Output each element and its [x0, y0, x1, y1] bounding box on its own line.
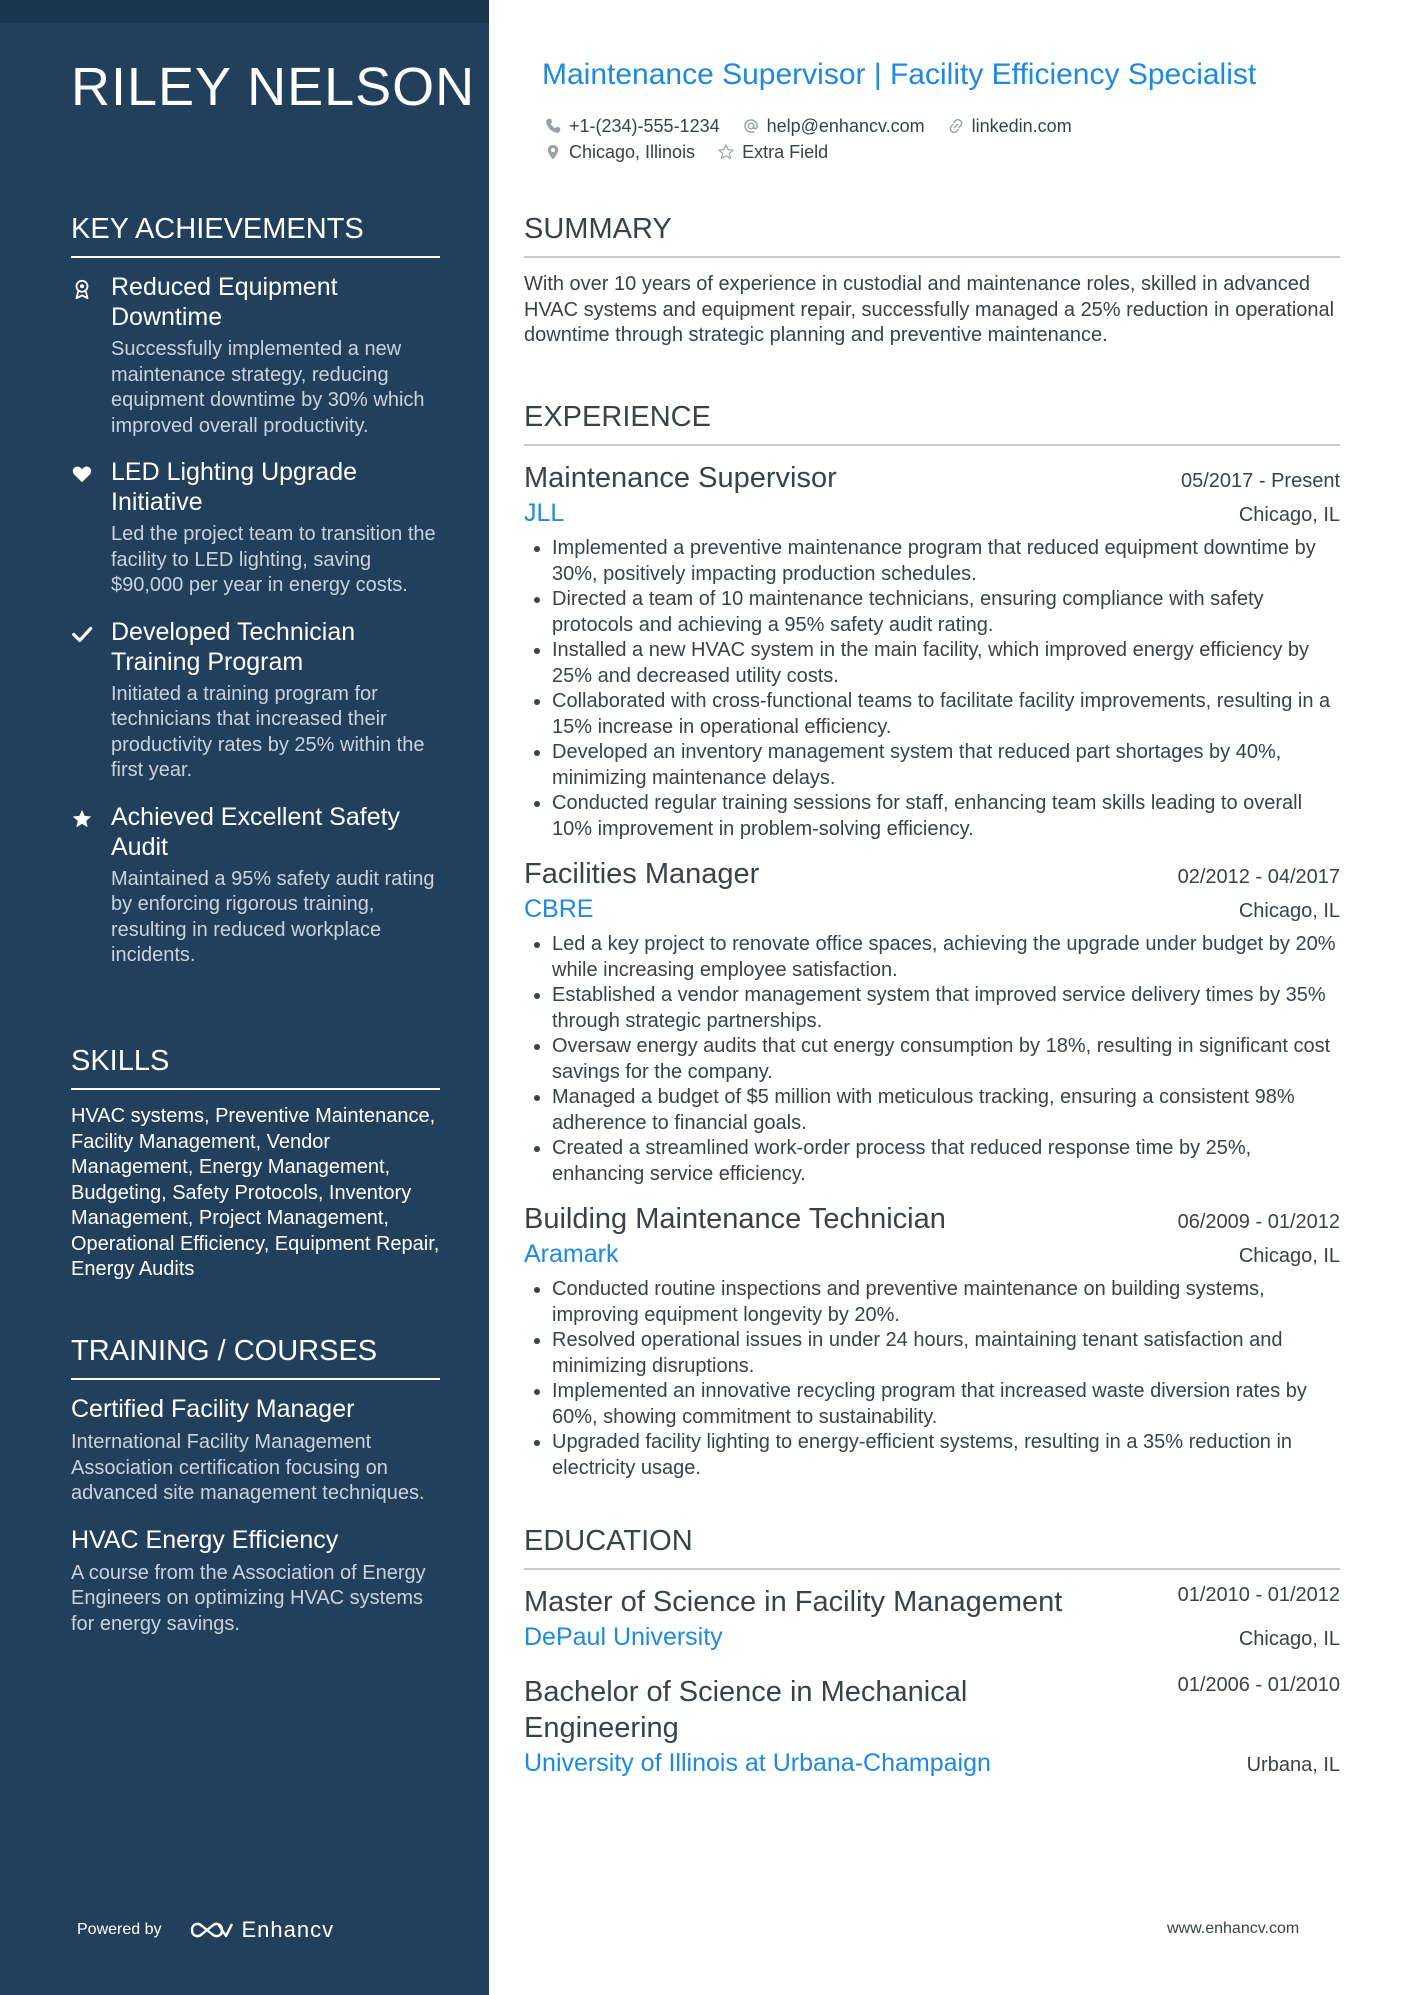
job-bullet: • Implemented a preventive maintenance program that reduced equipment downtime by 30%, positively impacting production schedules.	[552, 536, 1340, 587]
job-company: CBRE	[524, 895, 594, 923]
job-location: Chicago, IL	[1238, 1245, 1340, 1267]
at-icon	[742, 117, 760, 135]
job-title: Facilities Manager	[524, 858, 760, 890]
star-icon	[71, 802, 111, 969]
job-bullet: • Upgraded facility lighting to energy-efficient systems, resulting in a 35% reduction in electricity usage.	[552, 1430, 1340, 1481]
footer-url[interactable]: www.enhancv.com	[1167, 1920, 1300, 1937]
education-degree: Bachelor of Science in Mechanical Engineering	[524, 1676, 968, 1744]
achievement-description: Led the project team to transition the facility to LED lighting, saving $90,000 per year in energy costs.	[111, 523, 436, 596]
award-icon	[71, 272, 111, 439]
job-dates: 05/2017 - Present	[1181, 470, 1340, 492]
job-bullet: • Resolved operational issues in under 24 hours, maintaining tenant satisfaction and minimizing disruptions.	[552, 1328, 1340, 1379]
skills-list: HVAC systems, Preventive Maintenance, Facility Management, Vendor Management, Energy Management, Budgeting, Safety Protocols, Inventory Management, Project Management, Operational Efficiency, Equipment Repair, Energy Audits	[71, 1105, 440, 1280]
check-icon	[71, 617, 111, 784]
course-title: HVAC Energy Efficiency	[71, 1525, 339, 1554]
key-achievements-heading: KEY ACHIEVEMENTS	[71, 213, 440, 258]
achievement-title: Achieved Excellent Safety Audit	[111, 802, 401, 861]
course-item	[71, 1394, 440, 1507]
job-bullet: • Managed a budget of $5 million with meticulous tracking, ensuring a consistent 98% adherence to financial goals.	[552, 1085, 1340, 1136]
job-bullet: • Led a key project to renovate office spaces, achieving the upgrade under budget by 20% while increasing employee satisfaction.	[552, 932, 1340, 983]
job-bullet: • Conducted regular training sessions for staff, enhancing team skills leading to overall 10% improvement in problem-solving efficiency.	[552, 791, 1340, 842]
job-company: JLL	[524, 499, 565, 527]
job-bullet: • Oversaw energy audits that cut energy consumption by 18%, resulting in significant cost savings for the company.	[552, 1034, 1340, 1085]
job-bullet: • Installed a new HVAC system in the main facility, which improved energy efficiency by 25% and decreased utility costs.	[552, 638, 1340, 689]
key-achievements-section	[71, 213, 440, 987]
education-school: DePaul University	[524, 1623, 723, 1651]
job-entry	[524, 1201, 1340, 1481]
achievement-description: Initiated a training program for technicians that increased their productivity rates by 25% within the first year.	[111, 682, 425, 781]
achievement-description: Successfully implemented a new maintenance strategy, reducing equipment downtime by 30% which improved overall productivity.	[111, 338, 425, 437]
training-section	[71, 1335, 440, 1655]
job-bullets	[524, 1277, 1340, 1481]
education-entry	[524, 1674, 1340, 1780]
achievement-item	[71, 802, 440, 969]
heart-icon	[71, 457, 111, 599]
job-entry	[524, 460, 1340, 842]
job-entry	[524, 856, 1340, 1187]
phone-text: +1-(234)-555-1234	[569, 116, 720, 136]
course-description: A course from the Association of Energy Engineers on optimizing HVAC systems for energy savings.	[71, 1561, 426, 1635]
job-title: Maintenance Supervisor	[524, 462, 837, 494]
achievement-title: Reduced Equipment Downtime	[111, 273, 338, 331]
contact-info	[544, 113, 1304, 165]
email-text: help@enhancv.com	[766, 116, 925, 136]
job-bullet: • Collaborated with cross-functional teams to facilitate facility improvements, resulting in a 15% increase in operational efficiency.	[552, 689, 1340, 740]
enhancv-logo-icon	[188, 1918, 234, 1942]
achievement-description: Maintained a 95% safety audit rating by enforcing rigorous training, resulting in reduced workplace incidents.	[111, 867, 435, 966]
location-pin-icon	[544, 143, 562, 161]
education-heading: EDUCATION	[524, 1525, 1340, 1570]
experience-section	[524, 401, 1340, 1495]
contact-email[interactable]	[742, 113, 925, 139]
location-text: Chicago, Illinois	[569, 142, 696, 162]
course-item	[71, 1525, 440, 1638]
summary-heading: SUMMARY	[524, 213, 1340, 258]
achievement-item	[71, 457, 440, 599]
job-location: Chicago, IL	[1238, 900, 1340, 922]
achievement-item	[71, 617, 440, 784]
achievement-item	[71, 272, 440, 439]
training-heading: TRAINING / COURSES	[71, 1335, 440, 1380]
job-bullet: • Established a vendor management system that improved service delivery times by 35% through strategic partnerships.	[552, 983, 1340, 1034]
contact-location	[544, 139, 695, 165]
education-location: Urbana, IL	[1246, 1754, 1340, 1776]
education-dates: 01/2006 - 01/2010	[1177, 1674, 1340, 1696]
summary-text: With over 10 years of experience in custodial and maintenance roles, skilled in advanced HVAC systems and equipment repair, successfully managed a 25% reduction in operational downtime through strategic planning and preventive maintenance.	[524, 273, 1335, 346]
education-location: Chicago, IL	[1238, 1628, 1340, 1650]
contact-extra-field	[717, 139, 828, 165]
powered-by	[77, 1917, 334, 1943]
skills-heading: SKILLS	[71, 1045, 440, 1090]
education-section	[524, 1525, 1340, 1800]
job-bullets	[524, 536, 1340, 842]
job-dates: 06/2009 - 01/2012	[1177, 1211, 1340, 1233]
contact-phone[interactable]	[544, 113, 720, 139]
sidebar-top-strip	[0, 0, 489, 23]
job-bullet: • Directed a team of 10 maintenance technicians, ensuring compliance with safety protocols and achieving a 95% safety audit rating.	[552, 587, 1340, 638]
candidate-name: RILEY NELSON	[71, 57, 476, 117]
job-bullet: • Created a streamlined work-order process that reduced response time by 25%, enhancing service efficiency.	[552, 1136, 1340, 1187]
powered-by-label: Powered by	[77, 1921, 162, 1938]
star-outline-icon	[717, 143, 735, 161]
education-entry	[524, 1584, 1340, 1654]
job-bullet: • Implemented an innovative recycling program that increased waste diversion rates by 60%, showing commitment to sustainability.	[552, 1379, 1340, 1430]
job-dates: 02/2012 - 04/2017	[1177, 866, 1340, 888]
extra-field-text: Extra Field	[742, 142, 829, 162]
job-bullet: • Conducted routine inspections and preventive maintenance on building systems, improving equipment longevity by 20%.	[552, 1277, 1340, 1328]
enhancv-logo[interactable]	[188, 1917, 335, 1943]
achievement-title: LED Lighting Upgrade Initiative	[111, 458, 357, 516]
linkedin-text: linkedin.com	[971, 116, 1072, 136]
experience-heading: EXPERIENCE	[524, 401, 1340, 446]
sidebar	[0, 0, 489, 1995]
achievement-title: Developed Technician Training Program	[111, 617, 356, 676]
job-company: Aramark	[524, 1240, 619, 1268]
course-description: International Facility Management Association certification focusing on advanced site management techniques.	[71, 1431, 425, 1504]
education-school: University of Illinois at Urbana-Champaign	[524, 1749, 991, 1777]
job-bullet: • Developed an inventory management system that reduced part shortages by 40%, minimizing maintenance delays.	[552, 740, 1340, 791]
enhancv-brand-name: Enhancv	[241, 1917, 335, 1942]
job-title: Building Maintenance Technician	[524, 1203, 946, 1235]
skills-section	[71, 1045, 440, 1283]
headline: Maintenance Supervisor | Facility Efficiency Specialist	[542, 58, 1257, 91]
link-icon	[947, 117, 965, 135]
education-degree: Master of Science in Facility Management	[524, 1586, 1063, 1618]
course-title: Certified Facility Manager	[71, 1395, 355, 1423]
job-bullets	[524, 932, 1340, 1187]
phone-icon	[544, 117, 562, 135]
education-dates: 01/2010 - 01/2012	[1177, 1584, 1340, 1606]
job-location: Chicago, IL	[1238, 504, 1340, 526]
summary-section	[524, 213, 1340, 349]
contact-linkedin[interactable]	[947, 113, 1072, 139]
